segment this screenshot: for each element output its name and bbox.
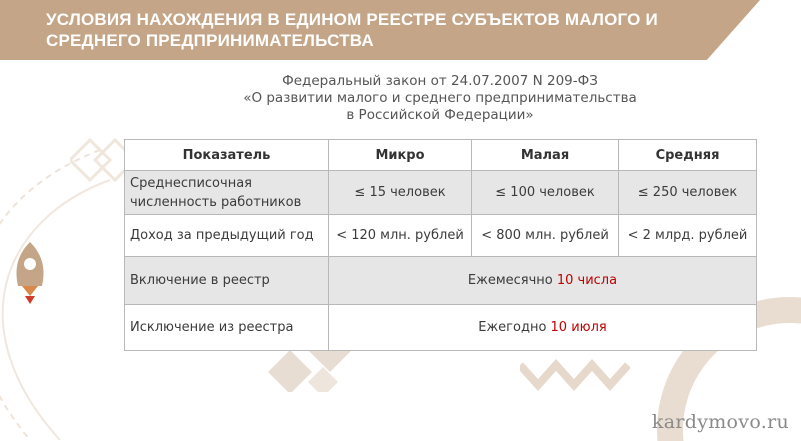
- inclusion-value: [329, 257, 757, 305]
- inclusion-highlight: 10 числа: [556, 273, 618, 288]
- row-label: Включение в реестр: [125, 257, 329, 305]
- exclusion-value: [329, 305, 757, 351]
- table-header-row: [125, 140, 757, 171]
- cell-small: ≤ 100 человек: [472, 171, 619, 215]
- cell-medium: < 2 млрд. рублей: [619, 215, 757, 257]
- registry-table: [124, 139, 757, 351]
- subtitle-line2: «О развитии малого и среднего предпринимательства: [243, 90, 637, 106]
- table-row: [125, 171, 757, 215]
- law-subtitle: [125, 73, 755, 124]
- subtitle-line1: Федеральный закон от 24.07.2007 N 209-ФЗ: [282, 73, 598, 89]
- header-indicator: Показатель: [125, 140, 329, 171]
- table-row-exclusion: [125, 305, 757, 351]
- watermark: kardymovo.ru: [651, 411, 789, 433]
- cell-micro: ≤ 15 человек: [329, 171, 472, 215]
- arc-decoration: [0, 140, 110, 440]
- page-title: [46, 9, 686, 51]
- row-label: Исключение из реестра: [125, 305, 329, 351]
- exclusion-highlight: 10 июля: [550, 320, 607, 335]
- row-label: Доход за предыдущий год: [125, 215, 329, 257]
- page-title-line1: УСЛОВИЯ НАХОЖДЕНИЯ В ЕДИНОМ РЕЕСТРЕ СУБЪЕКТОВ МАЛОГО И: [46, 10, 658, 29]
- chevron-pattern-bottom: [520, 355, 630, 395]
- cell-small: < 800 млн. рублей: [472, 215, 619, 257]
- subtitle-line3: в Российской Федерации»: [346, 107, 534, 123]
- header-small: Малая: [472, 140, 619, 171]
- header-medium: Средняя: [619, 140, 757, 171]
- page-title-line2: СРЕДНЕГО ПРЕДПРИНИМАТЕЛЬСТВА: [46, 31, 374, 50]
- exclusion-prefix: Ежегодно: [478, 320, 551, 335]
- table-row: [125, 215, 757, 257]
- header-micro: Микро: [329, 140, 472, 171]
- cell-medium: ≤ 250 человек: [619, 171, 757, 215]
- table-row-inclusion: [125, 257, 757, 305]
- inclusion-prefix: Ежемесячно: [467, 273, 557, 288]
- row-label: Среднесписочная численность работников: [125, 171, 329, 215]
- cell-micro: < 120 млн. рублей: [329, 215, 472, 257]
